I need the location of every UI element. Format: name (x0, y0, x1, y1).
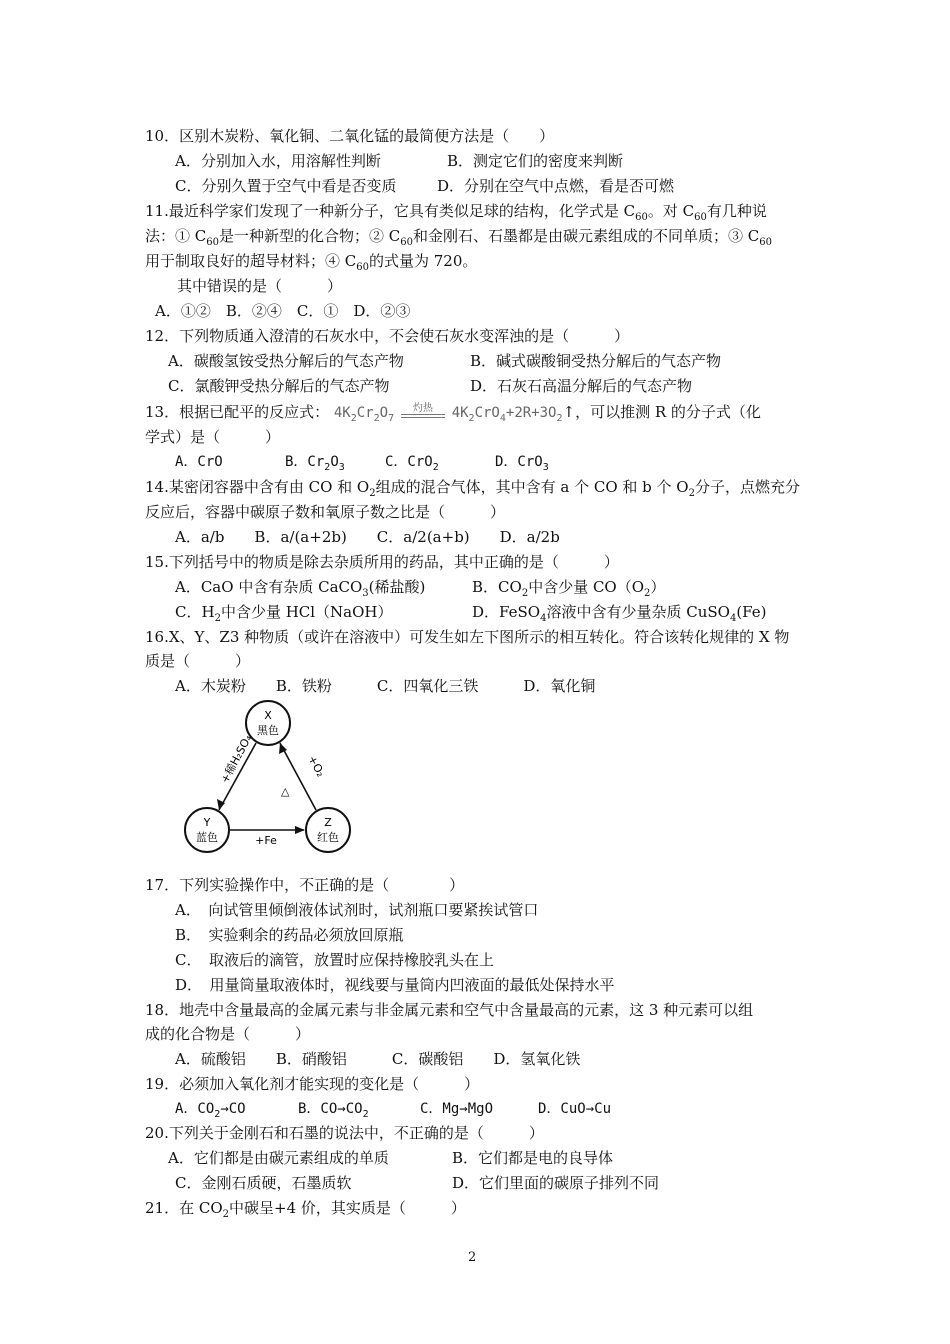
q12-stem: 12．下列物质通入澄清的石灰水中，不会使石灰水变浑浊的是（ ） (145, 327, 630, 345)
edge-z-to-x (280, 743, 316, 810)
q18-line1: 18．地壳中含量最高的金属元素与非金属元素和空气中含量最高的元素，这 3 种元素可以组 (145, 1001, 754, 1019)
q13-option-d: D．CrO$_3$ (495, 454, 549, 473)
svg-text:蓝色: 蓝色 (196, 831, 218, 844)
node-z (306, 808, 350, 852)
svg-text:Z: Z (324, 816, 332, 829)
q17-option-a: A． 向试管里倾倒液体试剂时，试剂瓶口要紧挨试管口 (175, 901, 539, 919)
reaction-condition: 灼热 (401, 404, 445, 418)
q15-option-b: B．$CO_2$中含少量 $CO(O_2)$ (472, 578, 666, 599)
q10-option-d: D．分别在空气中点燃，看是否可燃 (437, 177, 675, 195)
q13-line1: 13．根据已配平的反应式： $4K_2Cr_2O_7$ 灼热 $4K_2CrO_4+2R+3O_2↑$，可以推测 R 的分子式（化 (145, 403, 761, 424)
q14-line1: 14.某密闭容器中含有由 CO 和 $O_2$组成的混合气体，其中含有 a 个 CO 和 b 个 $O_2$分子，点燃充分 (145, 478, 800, 499)
q20-option-a: A．它们都是由碳元素组成的单质 (168, 1149, 389, 1167)
edge-label-right: +O₂ (305, 753, 328, 780)
q13-option-a: A．CrO (175, 454, 223, 470)
q17-stem: 17．下列实验操作中，不正确的是（ ） (145, 876, 465, 894)
q19-option-d: D．CuO→Cu (538, 1101, 612, 1117)
q15-stem: 15.下列括号中的物质是除去杂质所用的药品，其中正确的是（ ） (145, 553, 619, 571)
q17-option-d: D． 用量筒量取液体时，视线要与量筒内凹液面的最低处保持水平 (175, 976, 615, 994)
q10-option-b: B．测定它们的密度来判断 (447, 152, 624, 170)
svg-text:黑色: 黑色 (257, 724, 279, 737)
edge-label-bottom: +Fe (255, 834, 277, 847)
q16-line1: 16.X、Y、Z3 种物质（或许在溶液中）可发生如左下图所示的相互转化。符合该转化规律的 X 物 (145, 628, 790, 646)
q11-options: A．①② B．②④ C．① D．②③ (155, 302, 411, 320)
q14-line2: 反应后，容器中碳原子数和氧原子数之比是（ ） (145, 503, 506, 521)
page-number: 2 (468, 1250, 477, 1265)
q13-option-c: C．CrO$_2$ (385, 454, 439, 473)
q11-stem-tail: 其中错误的是（ ） (177, 277, 343, 295)
q15-option-d: D．FeSO$_4$溶液中含有少量杂质 CuSO$_4$(Fe) (472, 603, 767, 624)
q20-stem: 20.下列关于金刚石和石墨的说法中，不正确的是（ ） (145, 1124, 544, 1142)
node-y (185, 808, 229, 852)
q11-line2: 法：① $C_{60}$是一种新型的化合物；② $C_{60}$和金刚石、石墨都是由碳元素组成的不同单质；③ $C_{60}$ (145, 227, 772, 248)
q19-stem: 19．必须加入氧化剂才能实现的变化是（ ） (145, 1075, 480, 1093)
q12-option-a: A．碳酸氢铵受热分解后的气态产物 (168, 352, 404, 370)
q10-option-a: A．分别加入水，用溶解性判断 (175, 152, 381, 170)
q20-option-c: C．金刚石质硬，石墨质软 (175, 1174, 352, 1192)
q16-line2: 质是（ ） (145, 652, 251, 670)
q20-option-b: B．它们都是电的良导体 (452, 1149, 614, 1167)
q13-line2: 学式）是（ ） (145, 428, 281, 446)
q21-stem: 21．在 $CO_2$中碳呈+4 价，其实质是（ ） (145, 1199, 466, 1220)
svg-text:Y: Y (203, 816, 211, 829)
q13-option-b: B．$Cr_2O_3$ (285, 454, 345, 473)
svg-text:X: X (264, 709, 272, 722)
q15-option-a: A．CaO 中含有杂质 CaCO$_3$(稀盐酸) (175, 578, 426, 599)
q12-option-c: C．氯酸钾受热分解后的气态产物 (168, 377, 390, 395)
q18-line2: 成的化合物是（ ） (145, 1025, 311, 1043)
q19-option-c: C．Mg→MgO (420, 1101, 494, 1117)
q20-option-d: D．它们里面的碳原子排列不同 (452, 1174, 660, 1192)
q10-stem: 10．区别木炭粉、氧化铜、二氧化锰的最简便方法是（ ） (145, 127, 555, 145)
transformation-diagram (180, 700, 355, 860)
q18-options: A．硫酸铝 B．硝酸铝 C．碳酸铝 D．氢氧化铁 (175, 1050, 581, 1068)
q16-options: A．木炭粉 B．铁粉 C．四氧化三铁 D．氧化铜 (175, 677, 596, 695)
q12-option-d: D．石灰石高温分解后的气态产物 (470, 377, 693, 395)
svg-text:红色: 红色 (317, 831, 339, 844)
q12-option-b: B．碱式碳酸铜受热分解后的气态产物 (470, 352, 722, 370)
gas-arrow-icon: ↑ (562, 403, 576, 421)
q10-option-c: C．分别久置于空气中看是否变质 (175, 177, 397, 195)
q11-line3: 用于制取良好的超导材料；④ $C_{60}$的式量为 720。 (145, 252, 478, 273)
q15-option-c: C．$H_2$中含少量 HCl（NaOH） (175, 603, 393, 624)
edge-label-left: +稀H₂SO₄ (218, 732, 255, 786)
arrowhead-icon (295, 826, 305, 834)
q11-line1: 11.最近科学家们发现了一种新分子，它具有类似足球的结构，化学式是 $C_{60}$。对 $C_{60}$有几种说 (145, 202, 767, 223)
q14-options: A．a/b B．a/(a+2b) C．a/2(a+b) D．a/2b (175, 528, 560, 546)
q17-option-c: C． 取液后的滴管，放置时应保持橡胶乳头在上 (175, 951, 494, 969)
heat-mark: △ (281, 785, 290, 798)
q17-option-b: B． 实验剩余的药品必须放回原瓶 (175, 926, 404, 944)
q19-option-a: A．$CO_2\to CO$ (175, 1101, 246, 1120)
q19-option-b: B．$CO\to CO_2$ (298, 1101, 369, 1120)
